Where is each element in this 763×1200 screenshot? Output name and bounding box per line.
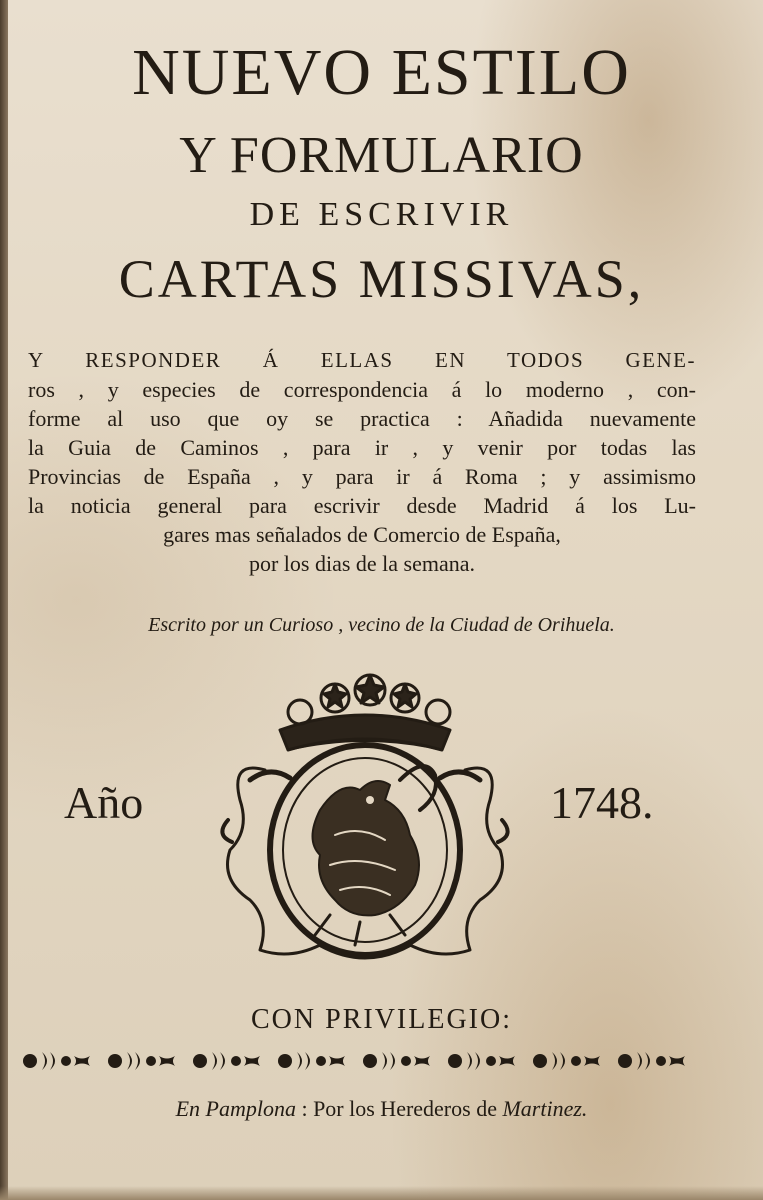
page-bottom-edge (0, 1186, 763, 1200)
title-line-4: CARTAS MISSIVAS, (118, 249, 645, 309)
subtitle-line: la Guia de Caminos , para ir , y venir por todas las (28, 435, 696, 460)
imprint-text: : Por los Herederos de (301, 1096, 497, 1121)
title-line-3: DE ESCRIVIR (249, 196, 514, 233)
subtitle-line: Y RESPONDER Á ELLAS EN TODOS GENE- (28, 348, 696, 372)
printers-ornament-border (16, 1044, 696, 1078)
imprint-printer: Martinez. (502, 1096, 588, 1121)
title-line-2: Y FORMULARIO (179, 127, 584, 184)
subtitle-line: por los dias de la semana. (248, 551, 476, 576)
imprint-place: En Pamplona (175, 1096, 296, 1121)
subtitle-line: ros , y especies de correspondencia á lo moderno , con- (28, 377, 696, 402)
imprint-line (0, 1096, 763, 1122)
subtitle-paragraph (28, 346, 696, 578)
title-line-1: NUEVO ESTILO (132, 36, 631, 109)
subtitle-line: la noticia general para escrivir desde Madrid á los Lu- (28, 493, 696, 518)
year-label: Año (64, 777, 144, 828)
subtitle-line: gares mas señalados de Comercio de España, (163, 522, 561, 547)
privilege-line: CON PRIVILEGIO: (251, 1004, 512, 1035)
coat-of-arms-emblem (210, 660, 520, 980)
subtitle-line: Provincias de España , y para ir á Roma ; y assimismo (28, 464, 696, 489)
year-value: 1748. (550, 777, 654, 828)
subtitle-line: forme al uso que oy se practica : Añadida nuevamente (28, 406, 696, 431)
author-line: Escrito por un Curioso , vecino de la Ciudad de Orihuela. (148, 614, 615, 636)
